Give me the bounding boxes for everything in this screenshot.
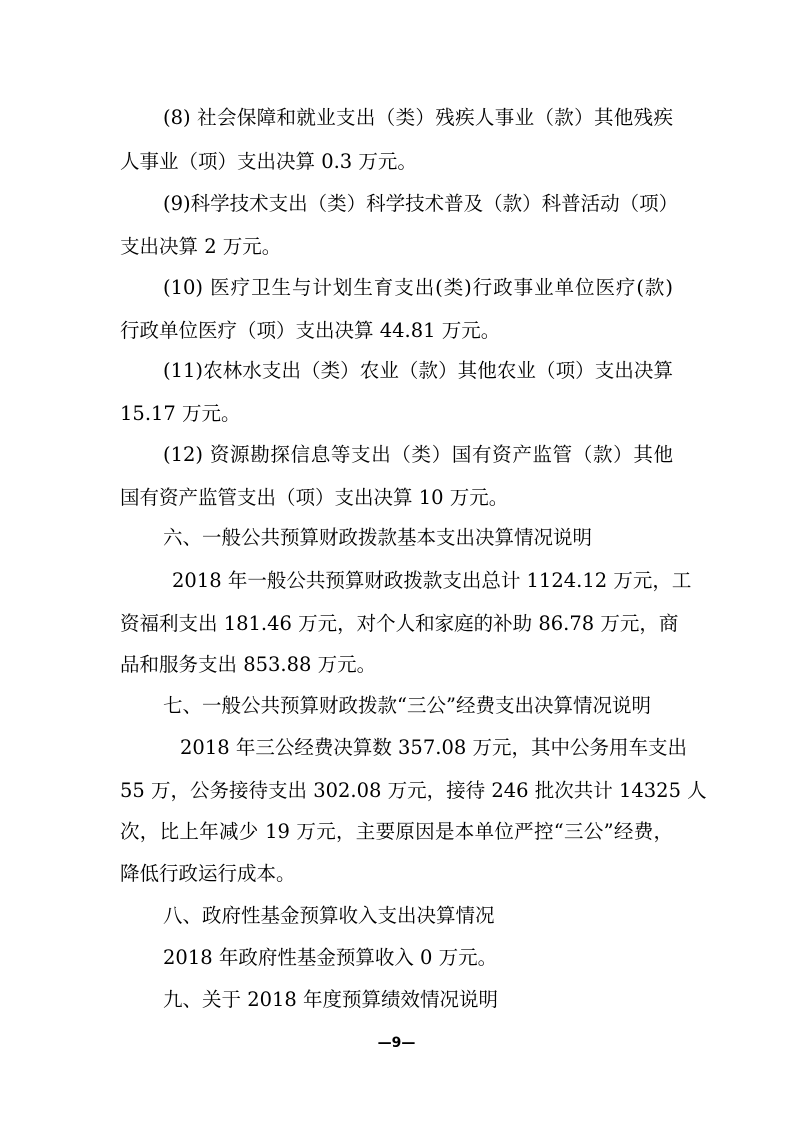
item-12-line-1: (12) 资源勘探信息等支出（类）国有资产监管（款）其他 [163,443,673,466]
section-7-line-3: 次，比上年减少 19 万元，主要原因是本单位严控“三公”经费， [120,820,673,843]
section-7-heading: 七、一般公共预算财政拨款“三公”经费支出决算情况说明 [163,694,651,717]
section-7-line-2: 55 万，公务接待支出 302.08 万元，接待 246 批次共计 14325 人 [120,779,707,802]
page-number: —9— [377,1035,416,1051]
section-7-line-1: 2018 年三公经费决算数 357.08 万元，其中公务用车支出 [180,736,687,759]
item-8-line-2: 人事业（项）支出决算 0.3 万元。 [120,150,417,173]
section-6-line-1: 2018 年一般公共预算财政拨款支出总计 1124.12 万元，工 [172,569,692,592]
section-7-line-4: 降低行政运行成本。 [120,862,296,885]
section-9-heading: 九、关于 2018 年度预算绩效情况说明 [163,988,499,1011]
item-12-line-2: 国有资产监管支出（项）支出决算 10 万元。 [120,486,509,509]
item-11-line-2: 15.17 万元。 [120,402,241,425]
section-6-line-3: 品和服务支出 853.88 万元。 [120,653,377,676]
item-8-line-1: (8) 社会保障和就业支出（类）残疾人事业（款）其他残疾 [163,106,673,129]
item-9-line-1: (9)科学技术支出（类）科学技术普及（款）科普活动（项） [163,192,679,215]
item-10-line-2: 行政单位医疗（项）支出决算 44.81 万元。 [120,319,501,342]
section-8-line-1: 2018 年政府性基金预算收入 0 万元。 [163,946,498,969]
section-6-heading: 六、一般公共预算财政拨款基本支出决算情况说明 [163,526,593,549]
section-6-line-2: 资福利支出 181.46 万元，对个人和家庭的补助 86.78 万元，商 [120,612,679,635]
item-10-line-1: (10) 医疗卫生与计划生育支出(类)行政事业单位医疗(款) [163,276,673,299]
item-9-line-2: 支出决算 2 万元。 [120,235,282,258]
item-11-line-1: (11)农林水支出（类）农业（款）其他农业（项）支出决算 [163,359,673,382]
section-8-heading: 八、政府性基金预算收入支出决算情况 [163,904,495,927]
